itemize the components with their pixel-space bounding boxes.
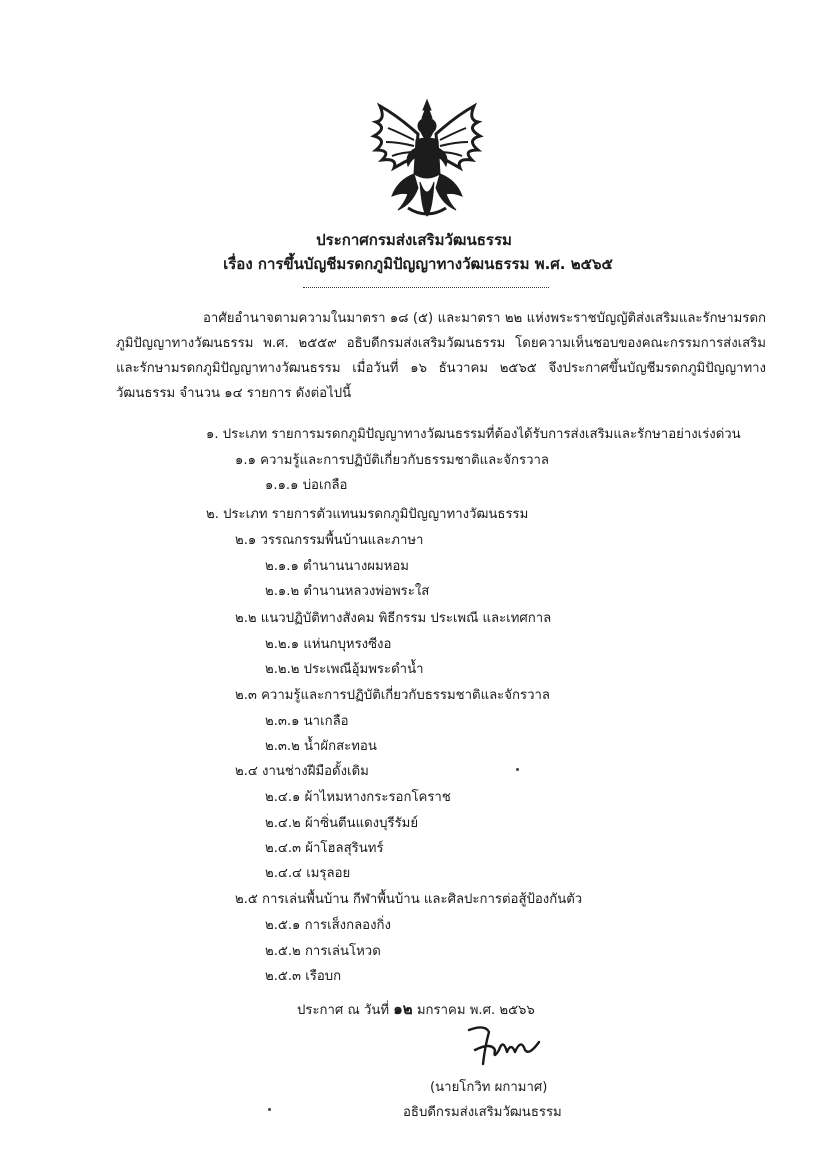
- signer-name: (นายโกวิท ผกามาศ): [430, 1080, 548, 1095]
- list-item: ๒.๕.๑ การเส็งกลองกิ่ง: [265, 918, 391, 933]
- announcement-date: [297, 997, 535, 1021]
- list-item: ๒.๕.๒ การเล่นโหวด: [265, 944, 381, 959]
- list-item: ๒.๓.๒ น้ำผักสะทอน: [265, 739, 377, 754]
- category-heading: ๑. ประเภท รายการมรดกภูมิปัญญาทางวัฒนธรรมที่ต้องได้รับการส่งเสริมและรักษาอย่างเร่งด่วน: [206, 427, 741, 442]
- list-item: ๒.๕.๓ เรือบก: [265, 969, 342, 984]
- date-prefix: ประกาศ ณ วันที่: [297, 1003, 390, 1018]
- list-item: ๒.๑.๑ ตำนานนางผมหอม: [265, 559, 410, 574]
- subcategory-heading: ๒.๒ แนวปฏิบัติทางสังคม พิธีกรรม ประเพณี และเทศกาล: [235, 611, 552, 626]
- date-day: ๑๒: [393, 1000, 413, 1018]
- subcategory-heading: ๒.๓ ความรู้และการปฏิบัติเกี่ยวกับธรรมชาติและจักรวาล: [235, 688, 550, 703]
- list-item: ๒.๒.๑ แห่นกบุหรงซีงอ: [265, 637, 392, 652]
- subcategory-heading: ๒.๑ วรรณกรรมพื้นบ้านและภาษา: [235, 533, 424, 548]
- intro-paragraph: อาศัยอำนาจตามความในมาตรา ๑๘ (๕) และมาตรา ๒๒ แห่งพระราชบัญญัติส่งเสริมและรักษามรดกภูมิปัญญาทางวัฒนธรรม พ.ศ. ๒๕๕๙ อธิบดีกรมส่งเสริมวัฒนธรรม โดยความเห็นชอบของคณะกรรมการส่งเสริมและรักษามรดกภูมิปัญญาทางวัฒนธรรม เมื่อวันที่ ๑๖ ธันวาคม ๒๕๖๕ จึงประกาศขึ้นบัญชีมรดกภูมิปัญญาทางวัฒนธรรม จำนวน ๑๔ รายการ ดังต่อไปนี้: [116, 311, 766, 401]
- list-item: ๒.๔.๔ เมรุลอย: [265, 866, 351, 881]
- announcement-title: ประกาศกรมส่งเสริมวัฒนธรรม: [316, 231, 512, 249]
- list-item: ๒.๑.๒ ตำนานหลวงพ่อพระใส: [265, 584, 430, 599]
- list-item: ๒.๔.๒ ผ้าซิ่นตีนแดงบุรีรัมย์: [265, 816, 419, 831]
- paper-speck: [516, 768, 519, 771]
- announcement-header: [0, 228, 828, 276]
- list-item: ๒.๓.๑ นาเกลือ: [265, 714, 349, 729]
- title-separator: [303, 287, 549, 288]
- list-item: ๒.๒.๒ ประเพณีอุ้มพระดำน้ำ: [265, 662, 424, 677]
- signer-title: อธิบดีกรมส่งเสริมวัฒนธรรม: [403, 1105, 562, 1120]
- subcategory-heading: ๒.๕ การเล่นพื้นบ้าน กีฬาพื้นบ้าน และศิลปะการต่อสู้ป้องกันตัว: [235, 892, 583, 907]
- list-item: ๑.๑.๑ บ่อเกลือ: [265, 478, 348, 493]
- subcategory-heading: ๒.๔ งานช่างฝีมือดั้งเดิม: [235, 764, 369, 779]
- garuda-emblem-icon: [368, 96, 486, 220]
- category-heading: ๒. ประเภท รายการตัวแทนมรดกภูมิปัญญาทางวัฒนธรรม: [206, 507, 529, 522]
- announcement-subject: เรื่อง การขึ้นบัญชีมรดกภูมิปัญญาทางวัฒนธรรม พ.ศ. ๒๕๖๕: [223, 255, 613, 273]
- signature-icon: [455, 1020, 555, 1070]
- list-item: ๒.๔.๓ ผ้าโฮลสุรินทร์: [265, 841, 384, 856]
- paper-speck: [268, 1108, 271, 1111]
- subcategory-heading: ๑.๑ ความรู้และการปฏิบัติเกี่ยวกับธรรมชาติและจักรวาล: [235, 453, 549, 468]
- date-month-year: มกราคม พ.ศ. ๒๕๖๖: [416, 1003, 535, 1018]
- list-item: ๒.๔.๑ ผ้าไหมหางกระรอกโคราช: [265, 790, 451, 805]
